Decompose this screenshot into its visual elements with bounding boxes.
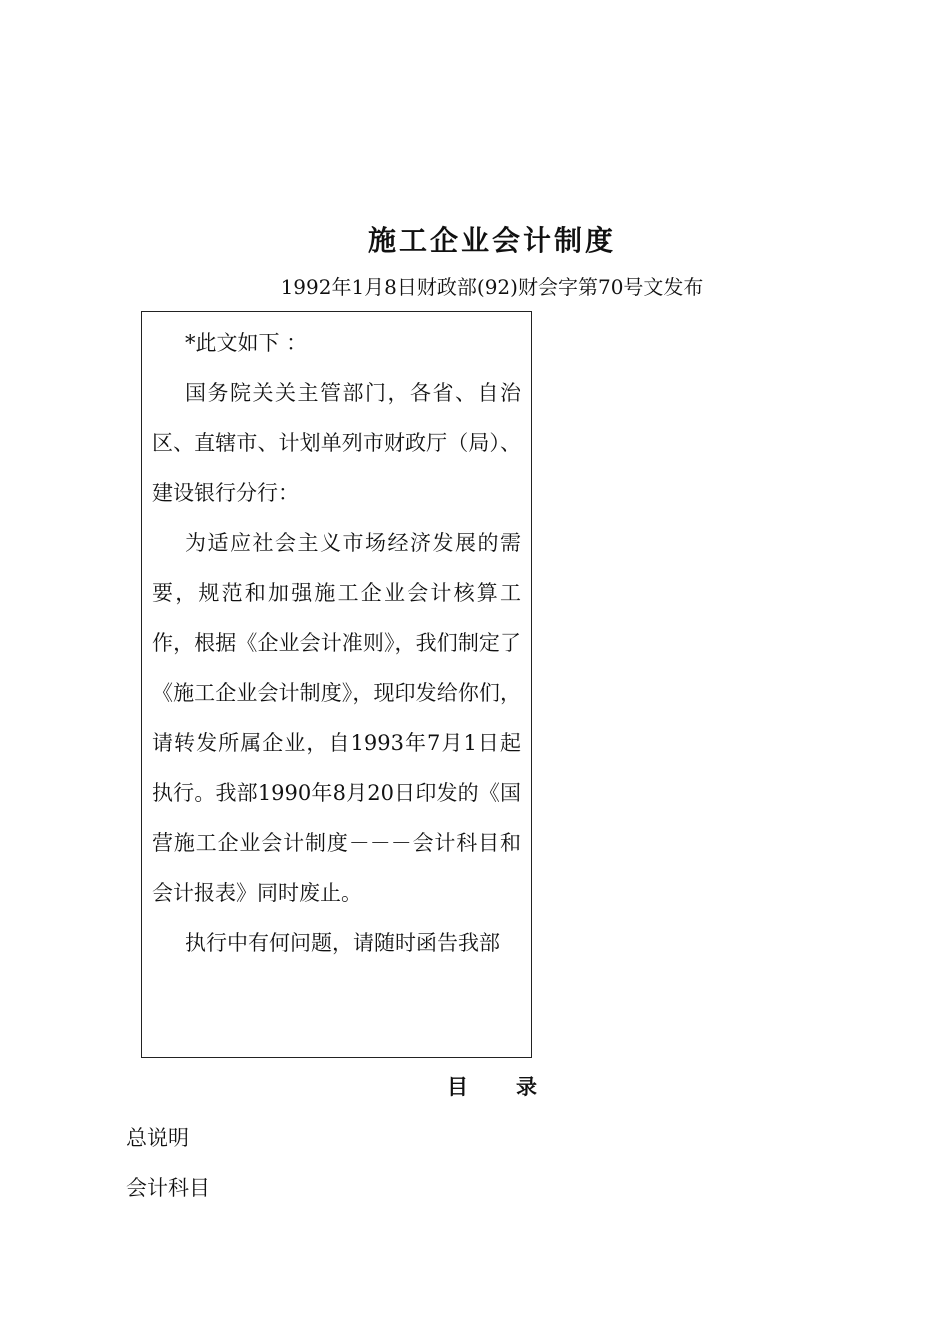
notice-paragraph: 执行中有何问题，请随时函告我部 (185, 931, 500, 955)
toc-heading (0, 1068, 950, 1106)
notice-paragraph: *此文如下 ： (185, 331, 308, 355)
toc-item-accounting-subjects[interactable]: 会计科目 (126, 1176, 210, 1200)
toc-list (126, 1113, 210, 1213)
toc-item-general-description[interactable]: 总说明 (126, 1126, 189, 1150)
document-title: 施工企业会计制度 (367, 224, 616, 257)
toc-heading-right: 录 (516, 1074, 537, 1099)
notice-paragraph: 为适应社会主义市场经济发展的需要，规范和加强施工企业会计核算工作，根据《企业会计准则》，我们制定了《施工企业会计制度》，现印发给你们，请转发所属企业，自1993年7月1日起执行。我部1990年8月20日印发的《国营施工企业会计制度－－－会计科目和会计报表》同时废止。 (152, 531, 521, 905)
toc-heading-left: 目 (447, 1074, 468, 1099)
notice-box (141, 311, 532, 1058)
notice-paragraph: 国务院关关主管部门，各省、自治区、直辖市、计划单列市财政厅（局）、建设银行分行： (152, 381, 521, 505)
document-subtitle: 1992年1月8日财政部(92)财会字第70号文发布 (280, 275, 704, 299)
